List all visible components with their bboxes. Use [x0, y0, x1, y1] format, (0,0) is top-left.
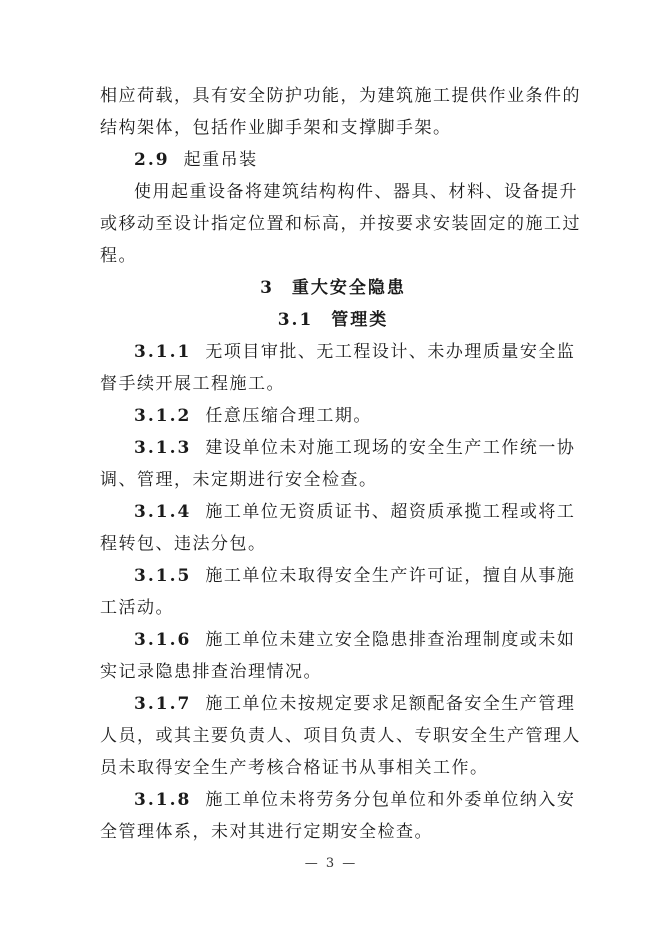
- item-number: 3.1.8: [134, 790, 192, 810]
- item-text: 施工单位未取得安全生产许可证，擅自从事施: [205, 566, 576, 586]
- section-title: 起重吊装: [183, 150, 258, 170]
- item-text: 施工单位无资质证书、超资质承揽工程或将工: [205, 502, 576, 522]
- document-body: [100, 80, 581, 848]
- item-3-1-2: [100, 400, 566, 432]
- section-number: 3.1: [277, 310, 314, 330]
- chapter-number: 3: [260, 278, 274, 298]
- page-number: — 3 —: [304, 856, 358, 871]
- item-text-continued: 员未取得安全生产考核合格证书从事相关工作。: [100, 758, 489, 778]
- item-number: 3.1.6: [134, 630, 192, 650]
- item-3-1-3: [100, 432, 576, 464]
- item-3-1-6: [100, 624, 576, 656]
- paragraph-line: 结构架体，包括作业脚手架和支撑脚手架。: [100, 118, 452, 138]
- chapter-3-heading: [100, 272, 566, 304]
- item-text: 任意压缩合理工期。: [205, 406, 372, 426]
- item-text-continued: 全管理体系，未对其进行定期安全检查。: [100, 822, 433, 842]
- item-text-continued: 程转包、违法分包。: [100, 534, 267, 554]
- item-text: 施工单位未将劳务分包单位和外委单位纳入安: [205, 790, 576, 810]
- item-number: 3.1.5: [134, 566, 192, 586]
- paragraph-line: 使用起重设备将建筑结构构件、器具、材料、设备提升: [134, 182, 578, 202]
- paragraph-line: 相应荷载，具有安全防护功能，为建筑施工提供作业条件的: [100, 86, 581, 106]
- section-number: 2.9: [134, 150, 170, 170]
- item-text-continued: 督手续开展工程施工。: [100, 374, 285, 394]
- item-number: 3.1.7: [134, 694, 192, 714]
- item-number: 3.1.4: [134, 502, 192, 522]
- item-number: 3.1.3: [134, 438, 192, 458]
- item-number: 3.1.1: [134, 342, 192, 362]
- item-3-1-4: [100, 496, 576, 528]
- item-text-continued: 人员，或其主要负责人、项目负责人、专职安全生产管理人: [100, 726, 581, 746]
- item-text: 施工单位未建立安全隐患排查治理制度或未如: [205, 630, 576, 650]
- item-text: 施工单位未按规定要求足额配备安全生产管理: [205, 694, 576, 714]
- section-2-9-heading: [100, 144, 566, 176]
- item-text-continued: 工活动。: [100, 598, 174, 618]
- item-3-1-1: [100, 336, 576, 368]
- item-3-1-5: [100, 560, 576, 592]
- paragraph-line: 程。: [100, 246, 137, 266]
- section-title: 管理类: [331, 310, 389, 330]
- section-3-1-heading: [100, 304, 566, 336]
- item-3-1-7: [100, 688, 576, 720]
- item-text-continued: 调、管理，未定期进行安全检查。: [100, 470, 378, 490]
- paragraph-line: 或移动至设计指定位置和标高，并按要求安装固定的施工过: [100, 214, 581, 234]
- item-text: 无项目审批、无工程设计、未办理质量安全监: [205, 342, 576, 362]
- item-text-continued: 实记录隐患排查治理情况。: [100, 662, 322, 682]
- item-text: 建设单位未对施工现场的安全生产工作统一协: [205, 438, 576, 458]
- chapter-title: 重大安全隐患: [291, 278, 406, 298]
- item-3-1-8: [100, 784, 576, 816]
- item-number: 3.1.2: [134, 406, 192, 426]
